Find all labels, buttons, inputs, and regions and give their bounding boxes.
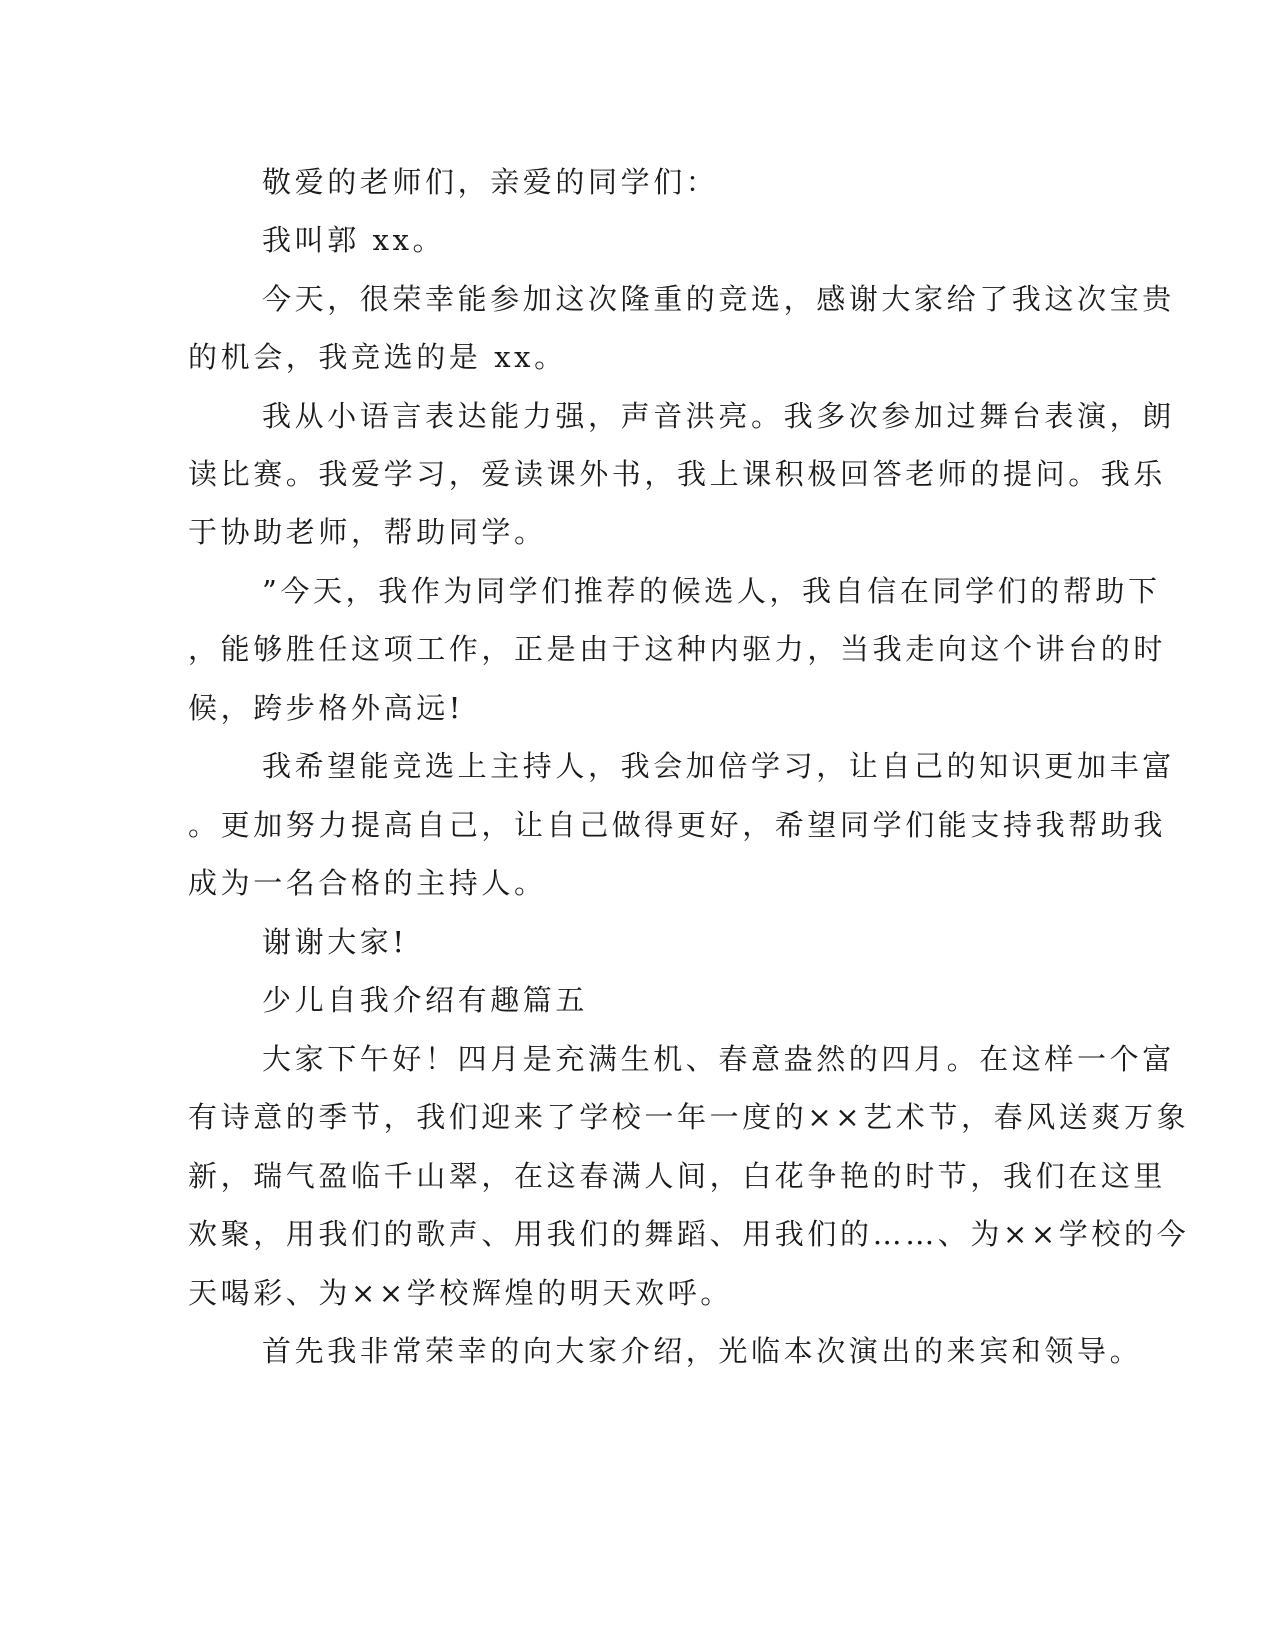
text-line: 大家下午好！四月是充满生机、春意盎然的四月。在这样一个富 [262,1042,1175,1076]
text-line: 于协助老师，帮助同学。 [188,515,547,549]
text-line: 候，跨步格外高远! [188,691,465,725]
text-line: 新，瑞气盈临千山翠，在这春满人间，白花争艳的时节，我们在这里 [188,1159,1167,1193]
text-line: 天喝彩、为××学校辉煌的明天欢呼。 [188,1276,733,1310]
closing-line: 谢谢大家! [262,925,408,959]
text-line: 。更加努力提高自己，让自己做得更好，希望同学们能支持我帮助我 [188,808,1167,842]
text-line: 欢聚，用我们的歌声、用我们的舞蹈、用我们的……、为××学校的今 [188,1217,1190,1251]
section-title: 少儿自我介绍有趣篇五 [262,983,589,1017]
text-line: 我希望能竞选上主持人，我会加倍学习，让自己的知识更加丰富 [262,749,1175,783]
text-line: ”今天，我作为同学们推荐的候选人，我自信在同学们的帮助下 [262,574,1161,608]
text-line: 我从小语言表达能力强，声音洪亮。我多次参加过舞台表演，朗 [262,399,1175,433]
text-line: 我叫郭 xx。 [262,223,446,257]
text-line: 的机会，我竞选的是 xx。 [188,340,567,374]
text-line: 成为一名合格的主持人。 [188,866,547,900]
text-line: 有诗意的季节，我们迎来了学校一年一度的××艺术节，春风送爽万象 [188,1100,1190,1134]
text-line: 读比赛。我爱学习，爱读课外书，我上课积极回答老师的提问。我乐 [188,457,1167,491]
text-line: 首先我非常荣幸的向大家介绍，光临本次演出的来宾和领导。 [262,1334,1143,1368]
text-line: ，能够胜任这项工作，正是由于这种内驱力，当我走向这个讲台的时 [188,632,1167,666]
salutation-line: 敬爱的老师们，亲爱的同学们： [262,165,719,199]
text-line: 今天，很荣幸能参加这次隆重的竞选，感谢大家给了我这次宝贵 [262,282,1175,316]
